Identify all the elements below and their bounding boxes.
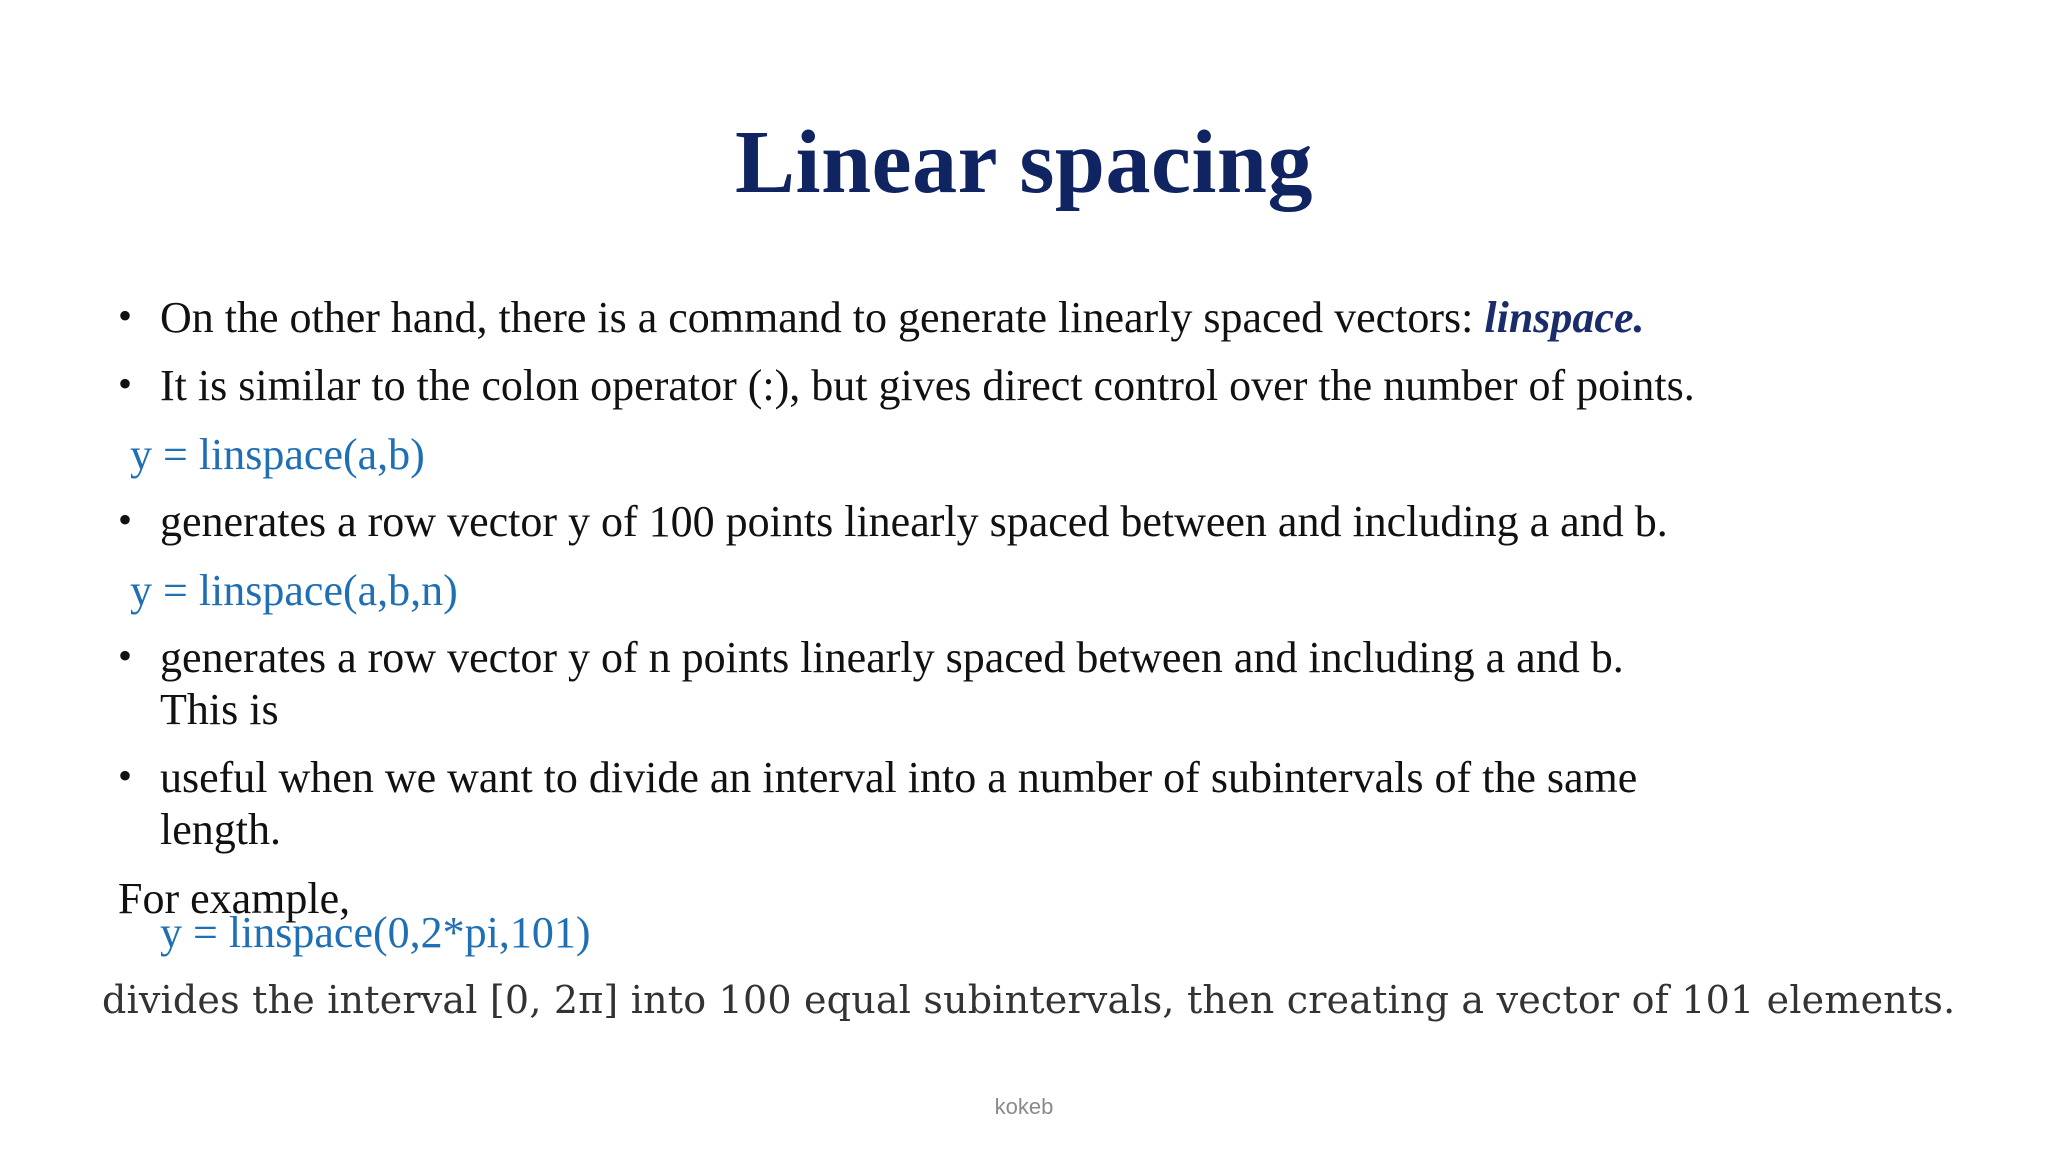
clipped-code-line [160,908,591,957]
bullet-marker: • [118,633,133,678]
code-line-1: y = linspace(a,b) [130,430,425,479]
clipped-code-text: y = linspace(0,2*pi,101) [160,908,591,957]
bullet-1-text: On the other hand, there is a command to generate linearly spaced vectors: [160,293,1485,342]
bullet-marker: • [118,497,133,542]
bullet-2: It is similar to the colon operator (:), but gives direct control over the number of points. [160,361,1695,410]
code-line-2: y = linspace(a,b,n) [130,566,458,615]
bullet-1 [160,292,1645,344]
slide-title: Linear spacing [735,113,1313,212]
bullet-marker: • [118,361,133,406]
figure-caption-text: divides the interval [0, 2π] into 100 equal subintervals, then creating a vector of 101 elements. [102,978,1956,1022]
bullet-4: generates a row vector y of n points linearly spaced between and including a and b. [160,633,1624,682]
example-label: For example, [118,874,351,923]
bullet-marker: • [118,293,133,338]
bullet-4-continuation: This is [160,685,279,734]
keyword-linspace: linspace. [1484,293,1645,342]
bullet-5-continuation: length. [160,805,281,854]
bullet-marker: • [118,753,133,798]
footer-author: kokeb [994,1094,1054,1119]
bullet-3: generates a row vector y of 100 points linearly spaced between and including a and b. [160,497,1668,546]
bullet-5: useful when we want to divide an interval into a number of subintervals of the same [160,753,1638,802]
